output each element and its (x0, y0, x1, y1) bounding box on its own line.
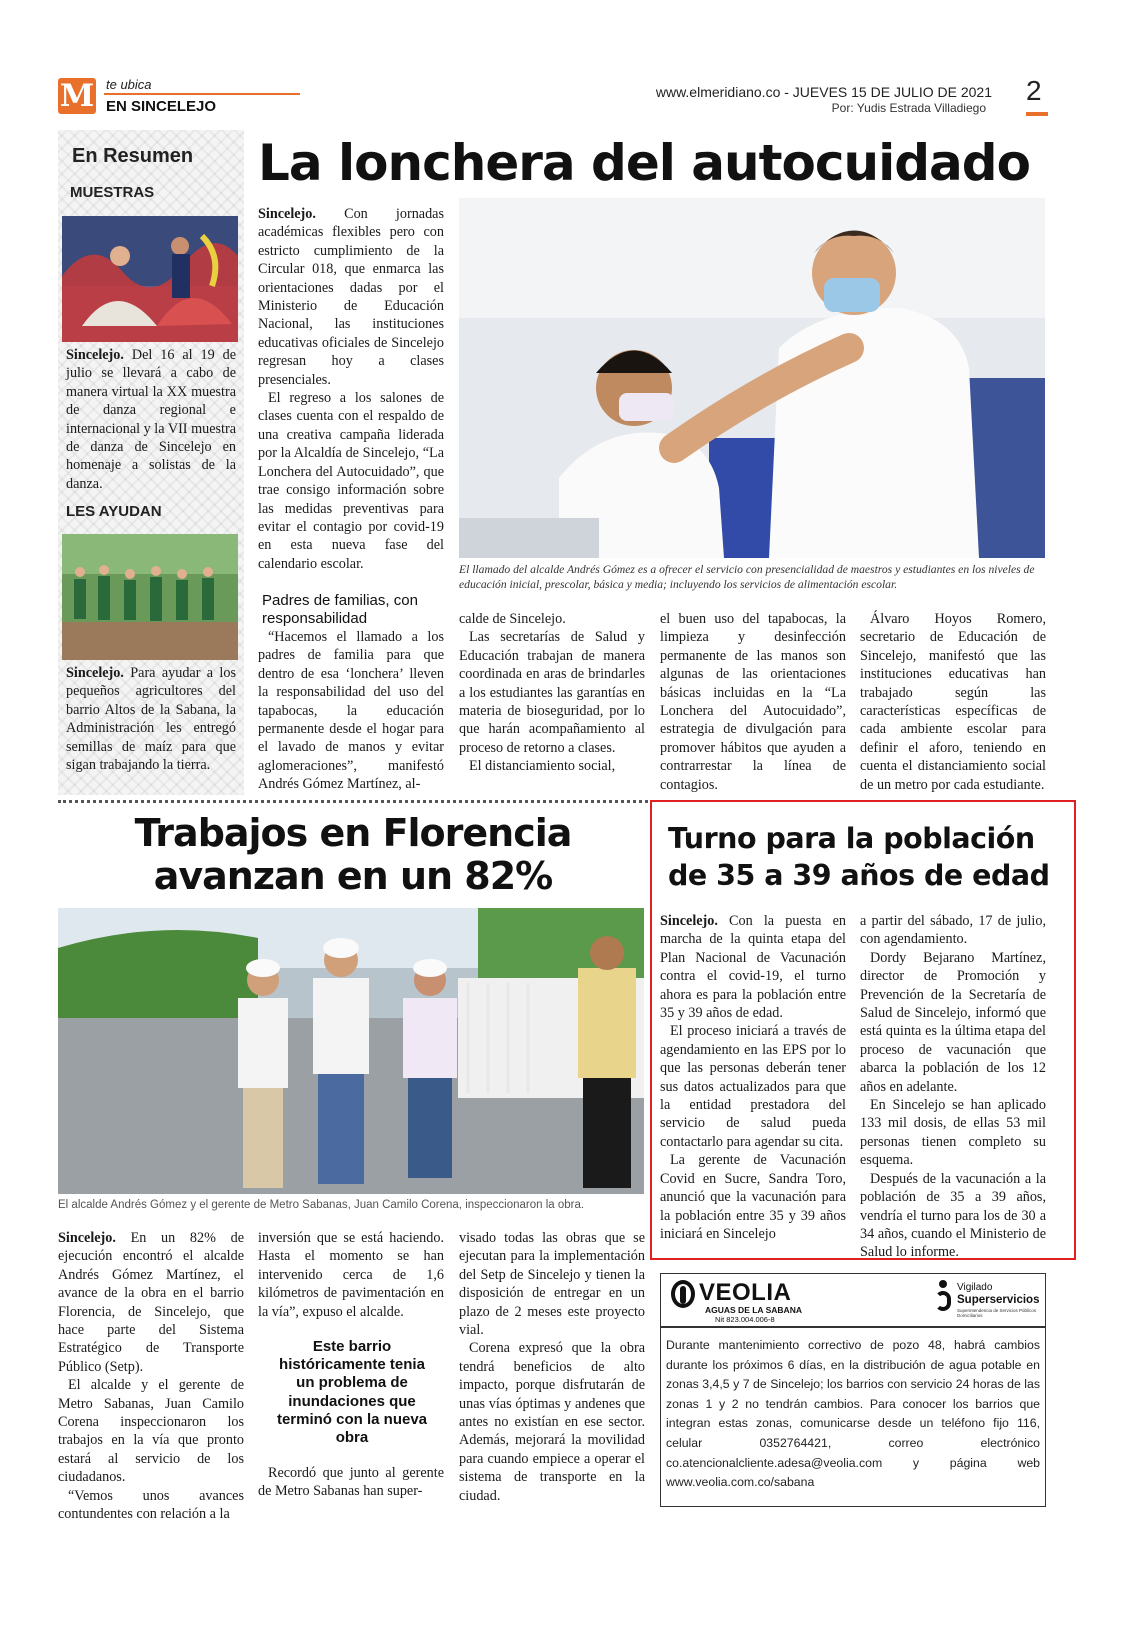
article2-paragraph: El alcalde y el gerente de Metro Sabanas, Juan Camilo Corena inspeccionaron los trabajos en la vía que pronto estará al servicio de los ciudadanos. (58, 1377, 244, 1486)
section-kicker: te ubica (106, 77, 152, 92)
article3-headline-line: de 35 a 39 años de edad (668, 859, 1050, 892)
article2-col1 (58, 1229, 244, 1524)
article2-headline-line: Trabajos en Florencia (134, 811, 572, 855)
article1-col1b (258, 628, 444, 794)
sidebar-heading-les-ayudan: LES AYUDAN (66, 503, 162, 520)
article1-paragraph: el buen uso del tapabocas, la limpieza y desinfección permanente de las manos son algunas de las orientaciones básicas incluidas en la “La Lonchera del Autocuidado”, estrategia de divulgación para promover hábitos que ayuden a contrarrestar la línea de contagios. (660, 611, 846, 793)
article3-paragraph: En Sincelejo se han aplicado 133 mil dosis, de ellas 53 mil personas tienen completo su esquema. (860, 1097, 1046, 1169)
article1-paragraph: Las secretarías de Salud y Educación trabajan de manera coordinada en aras de brindarles a los estudiantes las garantías en materia de bioseguridad, por lo que harán acompañamiento al proceso de retorno a clases. (459, 629, 645, 756)
sidebar-lead: Sincelejo. (66, 665, 124, 681)
article2-headline-line: avanzan en un 82% (153, 854, 553, 898)
veolia-nit: Nit 823.004.006-8 (715, 1315, 775, 1324)
sidebar-lead: Sincelejo. (66, 347, 124, 363)
veolia-ad (660, 1273, 1046, 1507)
article1-col1 (258, 205, 444, 573)
site-date: www.elmeridiano.co - JUEVES 15 DE JULIO DE 2021 (655, 84, 992, 100)
article1-photo (459, 198, 1045, 558)
article2-col3 (459, 1229, 645, 1505)
veolia-logo-icon (671, 1280, 695, 1308)
article1-col3 (660, 610, 846, 794)
article2-photo (58, 908, 644, 1194)
article2-paragraph: visado todas las obras que se ejecutan para la implementación del Setp de Sincelejo y tienen la disposición de entregar en un plazo de 2 meses este proyecto vial. (459, 1230, 645, 1339)
author-byline: Por: Yudis Estrada Villadiego (831, 101, 986, 115)
sidebar-body: Del 16 al 19 de julio se llevará a cabo de manera virtual la XX muestra de danza regional e internacional y la VII muestra de danza de Sincelejo en homenaje a solistas de la danza. (66, 347, 236, 492)
article1-paragraph: El distanciamiento social, (469, 758, 616, 775)
veolia-brand: VEOLIA (699, 1279, 792, 1306)
article3-col2 (860, 912, 1046, 1262)
article1-paragraph: “Hacemos el llamado a los padres de familia para que dentro de esa ‘lonchera’ lleven la responsabilidad del uso del tapabocas, la educación permanente desde el hogar para el lavado de manos y evitar aglomeraciones”, manifestó Andrés Gómez Martínez, al- (258, 629, 444, 793)
article2-caption: El alcalde Andrés Gómez y el gerente de Metro Sabanas, Juan Camilo Corena, inspeccionaron la obra. (58, 1199, 585, 1211)
section-kicker-rule (104, 93, 300, 95)
article3-paragraph: La gerente de Vacunación Covid en Sucre, Sandra Toro, anunció que la vacunación para la población entre 35 y 39 años iniciará en Sincelejo (660, 1152, 846, 1242)
section-divider (58, 800, 648, 803)
article3-paragraph: Después de la vacunación a la población de 35 a 39 años, vendría el turno para los de 30 a 34 años, cuando el Ministerio de Salud lo informe. (860, 1170, 1046, 1261)
article1-caption: El llamado del alcalde Andrés Gómez es a ofrecer el servicio con presencialidad de maestros y estudiantes en los niveles de educación inicial, prescolar, básica y media; incluyendo los servicios de alimentación escolar. (459, 563, 1035, 591)
page-number: 2 (1026, 75, 1042, 106)
superservicios-sub: Superintendencia de Servicios Públicos Domiciliarios (957, 1308, 1037, 1318)
superservicios-logo-icon (935, 1280, 951, 1312)
sidebar-body: Para ayudar a los pequeños agricultores del barrio Altos de la Sabana, la Administración les entregó semillas de maíz para que sigan trabajando la tierra. (66, 665, 236, 774)
article2-paragraph: En un 82% de ejecución encontró el alcalde Andrés Gómez Martínez, el avance de la obra en el barrio Florencia, de Sincelejo, que hace parte del Sistema Estratégico de Transporte Público (Setp). (58, 1230, 244, 1375)
article1-paragraph: Álvaro Hoyos Romero, secretario de Educación de Sincelejo, manifestó que las instituciones educativas han trabajado según las características específicas de cada ambiente escolar para definir el aforo, teniendo en cuenta el distanciamiento social de un metro por cada estudiante. (860, 611, 1046, 793)
article1-headline: La lonchera del autocuidado (258, 134, 1030, 192)
article1-paragraph: Con jornadas académicas flexibles pero con estricto cumplimiento de la Circular 018, que enmarca las orientaciones dadas por el Ministerio de Educación Nacional, las instituciones educativas oficiales de Sincelejo regresan hoy a clases presenciales. (258, 206, 444, 388)
ad-divider (661, 1326, 1045, 1328)
article3-headline-line: Turno para la población (668, 822, 1035, 855)
article3-paragraph: El proceso iniciará a través de agendamiento en las EPS por lo que las personas deberán tener sus datos actualizados para que la entidad prestadora del servicio de salud pueda contactarlo para agendar su cita. (660, 1023, 846, 1150)
article1-col2 (459, 610, 645, 776)
page-number-rule (1026, 112, 1048, 116)
logo-letter: M (59, 78, 95, 114)
sidebar-text-les-ayudan (66, 664, 236, 774)
sidebar-heading-muestras: MUESTRAS (70, 184, 155, 201)
superservicios-name: Superservicios (957, 1294, 1040, 1306)
article2-paragraph: Recordó que junto al gerente de Metro Sabanas han super- (258, 1465, 444, 1500)
article1-lead: Sincelejo. (258, 206, 316, 222)
masthead-logo (58, 78, 96, 114)
article3-paragraph: a partir del sábado, 17 de julio, con agendamiento. (860, 913, 1046, 948)
article1-col4 (860, 610, 1046, 794)
article3-paragraph: Con la puesta en marcha de la quinta etapa del Plan Nacional de Vacunación contra el covid-19, el turno ahora es para la población entre 35 y 39 años de edad. (660, 913, 846, 1022)
section-title: EN SINCELEJO (106, 98, 217, 115)
article2-lead: Sincelejo. (58, 1230, 116, 1246)
veolia-brand-sub: AGUAS DE LA SABANA (705, 1305, 802, 1315)
article2-paragraph: inversión que se está haciendo. Hasta el momento se han intervenido cerca de 1,6 kilómetros de pavimentación en la vía”, expuso el alcalde. (258, 1230, 444, 1320)
article2-paragraph: Corena expresó que la obra tendrá beneficios de alto impacto, porque disfrutarán de unas vías óptimas y andenes que antes no existían en ese sector. Además, mejorará la movilidad para cuando empiece a operar el sistema de transporte en la ciudad. (459, 1340, 645, 1504)
article2-pullquote: Este barrio históricamente tenia un problema de inundaciones que terminó con la nueva obra (276, 1338, 428, 1447)
article2-col2b (258, 1464, 444, 1501)
article3-col1 (660, 912, 846, 1243)
ad-notice-text: Durante mantenimiento correctivo de pozo 48, habrá cambios durante los próximos 6 días, en la distribución de agua potable en zonas 3,4,5 y 7 de Sincelejo; los barrios con servicio 24 horas de las zonas 1 y 2 no tendrán cambios. Para conocer los barrios que integran estas zonas, comunicarse desde un teléfono fijo 116, celular 0352764421, correo electrónico co.atencionalcliente.adesa@veolia.com y página web www.veolia.com.co/sabana (666, 1338, 1040, 1490)
dance-photo (62, 216, 238, 342)
article2-paragraph: “Vemos unos avances contundentes con relación a la (58, 1487, 244, 1523)
vigilado-label: Vigilado (957, 1282, 993, 1293)
article3-paragraph: Dordy Bejarano Martínez, director de Promoción y Prevención de la Secretaría de Salud de Sincelejo, informó que está quinta es la última etapa del proceso de vacunación que abarca la población de los 12 años en adelante. (860, 949, 1046, 1095)
sidebar-text-muestras (66, 346, 236, 493)
farmers-photo (62, 534, 238, 660)
article3-lead: Sincelejo. (660, 913, 718, 929)
article1-subhead: Padres de familias, con responsabilidad (262, 592, 418, 627)
article2-headline (58, 812, 648, 898)
sidebar-title: En Resumen (72, 145, 194, 167)
article3-headline (668, 820, 1068, 894)
article1-paragraph: El regreso a los salones de clases cuenta con el respaldo de una creativa campaña liderada por la Alcaldía de Sincelejo, “La Lonchera del Autocuidado”, que trae consigo información sobre las medidas preventivas para evitar el contagio por covid-19 en esta nueva fase del calendario escolar. (258, 390, 444, 572)
article2-col2a (258, 1229, 444, 1321)
article1-paragraph: calde de Sincelejo. (459, 611, 566, 627)
